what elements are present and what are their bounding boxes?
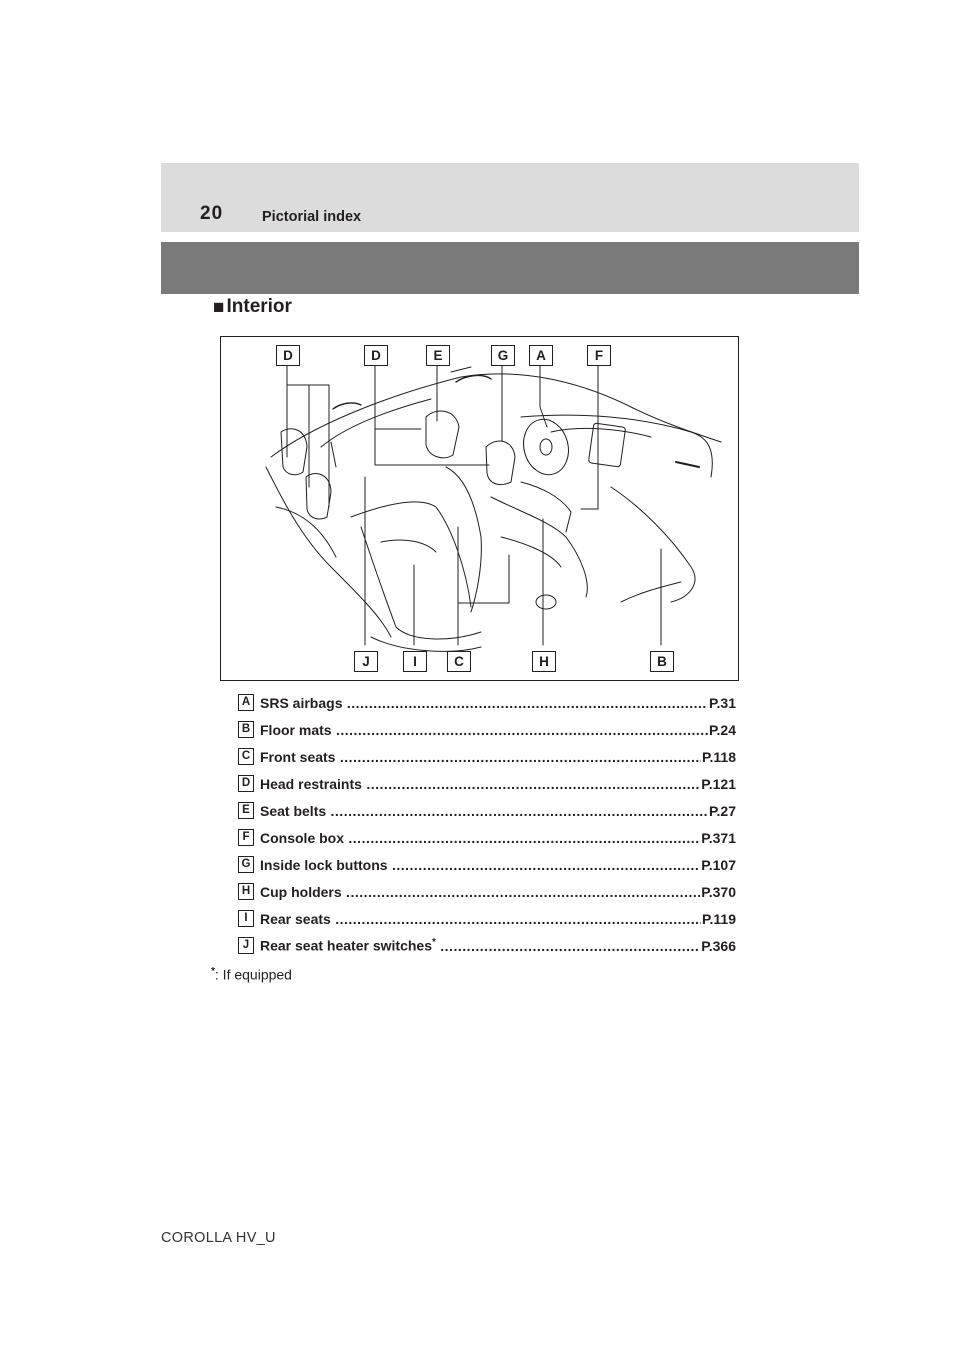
legend-list <box>238 689 736 959</box>
legend-label: Front seats ..... <box>260 749 701 765</box>
interior-illustration <box>220 336 739 681</box>
legend-label: Rear seats ..... <box>260 911 701 927</box>
section-banner <box>161 242 859 294</box>
page-reference: P.119 <box>701 910 736 927</box>
footnote <box>211 966 292 983</box>
legend-item <box>238 905 736 932</box>
legend-label: Floor mats ..... <box>260 722 708 738</box>
subheading <box>213 296 292 318</box>
callout-a: A <box>529 345 553 366</box>
legend-item <box>238 878 736 905</box>
page-number: 20 <box>200 203 224 224</box>
legend-label-text: Rear seat heater switches <box>260 937 432 954</box>
legend-letter: C <box>238 748 254 765</box>
legend-letter: G <box>238 856 254 873</box>
callout-d: D <box>364 345 388 366</box>
callout-g: G <box>491 345 515 366</box>
legend-item <box>238 716 736 743</box>
footnote-text: : If equipped <box>214 966 292 983</box>
legend-item <box>238 932 736 959</box>
square-bullet-icon: ■ <box>213 296 225 318</box>
callout-e: E <box>426 345 450 366</box>
legend-letter: E <box>238 802 254 819</box>
page-reference: P.121 <box>701 775 736 792</box>
page-reference: P.31 <box>709 694 736 711</box>
legend-letter: H <box>238 883 254 900</box>
callout-d-left: D <box>276 345 300 366</box>
callout-j: J <box>354 651 378 672</box>
legend-label: Cup holders ..... <box>260 884 700 900</box>
legend-label: SRS airbags ..... <box>260 695 708 711</box>
legend-letter: D <box>238 775 254 792</box>
footnote-mark: * <box>431 937 436 949</box>
footnote-mark: * <box>211 966 215 977</box>
legend-label: Seat belts ..... <box>260 803 708 819</box>
page-reference: P.24 <box>709 721 736 738</box>
legend-letter: J <box>238 937 254 954</box>
page-reference: P.27 <box>709 802 736 819</box>
subheading-text: Interior <box>226 296 292 317</box>
legend-item <box>238 770 736 797</box>
legend-label: Console box ..... <box>260 830 700 846</box>
legend-label <box>260 937 700 954</box>
page-reference: P.107 <box>701 856 736 873</box>
legend-label: Inside lock buttons ..... <box>260 857 700 873</box>
callout-f: F <box>587 345 611 366</box>
legend-item <box>238 689 736 716</box>
legend-item <box>238 824 736 851</box>
page-reference: P.118 <box>701 748 736 765</box>
legend-item <box>238 743 736 770</box>
page-reference: P.370 <box>701 883 736 900</box>
page-reference: P.371 <box>701 829 736 846</box>
legend-letter: A <box>238 694 254 711</box>
callout-h: H <box>532 651 556 672</box>
callout-b: B <box>650 651 674 672</box>
car-interior-drawing <box>221 337 740 682</box>
section-title: Pictorial index <box>262 209 362 225</box>
footer-model-code: COROLLA HV_U <box>161 1230 276 1246</box>
legend-letter: F <box>238 829 254 846</box>
legend-item <box>238 851 736 878</box>
legend-label: Head restraints ..... <box>260 776 700 792</box>
page-reference: P.366 <box>701 937 736 954</box>
callout-c: C <box>447 651 471 672</box>
legend-letter: I <box>238 910 254 927</box>
legend-letter: B <box>238 721 254 738</box>
legend-item <box>238 797 736 824</box>
callout-i: I <box>403 651 427 672</box>
